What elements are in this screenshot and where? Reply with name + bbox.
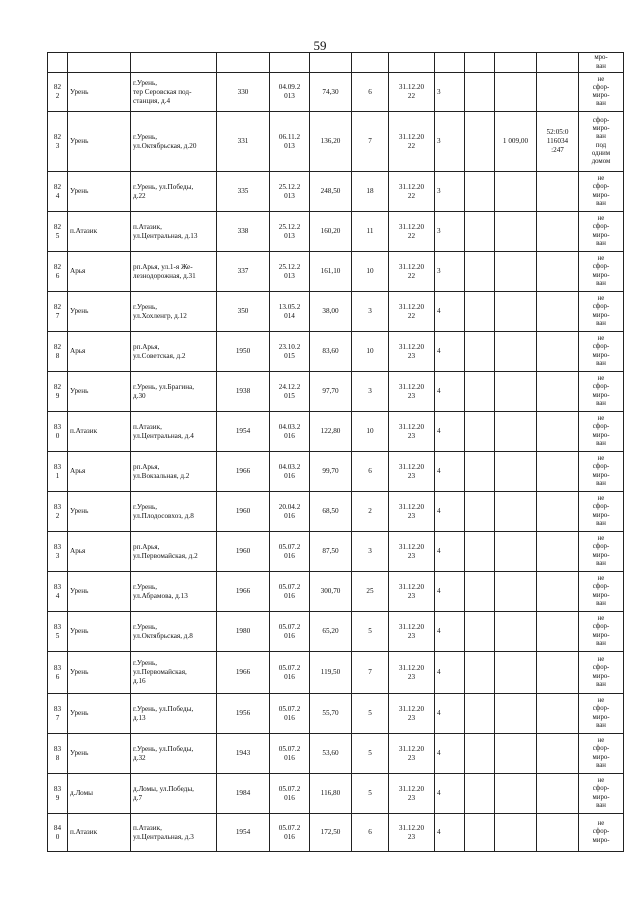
cell-address: г.Урень, тер Серовская под- станция, д.4 <box>131 73 217 112</box>
cell-locality: Урень <box>68 172 131 212</box>
cell-row-number: 82 8 <box>48 332 68 372</box>
cell-residents: 6 <box>352 73 389 112</box>
cell-land-area <box>495 814 537 852</box>
cell-stage: 4 <box>435 572 465 612</box>
cell-locality: Арья <box>68 332 131 372</box>
cell-residents: 3 <box>352 372 389 412</box>
table-row <box>48 372 624 412</box>
cell-land-status: не сфор- миро- ван <box>579 532 624 572</box>
cell-year: 1956 <box>217 694 270 734</box>
cell-empty <box>537 53 579 73</box>
cell-land-status: не сфор- миро- ван <box>579 252 624 292</box>
cell-residents: 3 <box>352 532 389 572</box>
cell-locality: Арья <box>68 452 131 492</box>
table-row <box>48 172 624 212</box>
cell-stage: 4 <box>435 734 465 774</box>
cell-deadline: 31.12.20 23 <box>389 774 435 814</box>
cell-residents: 7 <box>352 652 389 694</box>
cell-locality: Арья <box>68 252 131 292</box>
cell-year: 1966 <box>217 452 270 492</box>
cell-empty <box>495 53 537 73</box>
cell-extra <box>465 452 495 492</box>
cell-date: 06.11.2 013 <box>270 112 310 172</box>
cell-extra <box>465 73 495 112</box>
cell-date: 05.07.2 016 <box>270 774 310 814</box>
cell-area: 136,20 <box>310 112 352 172</box>
cell-empty <box>131 53 217 73</box>
cell-date: 24.12.2 015 <box>270 372 310 412</box>
cell-deadline: 31.12.20 22 <box>389 292 435 332</box>
cell-area: 161,10 <box>310 252 352 292</box>
cell-address: г.Урень, ул.Октябрьская, д.8 <box>131 612 217 652</box>
cell-area: 87,50 <box>310 532 352 572</box>
cell-residents: 5 <box>352 734 389 774</box>
cell-empty <box>48 53 68 73</box>
cell-land-area <box>495 372 537 412</box>
cell-area: 83,60 <box>310 332 352 372</box>
cell-date: 25.12.2 013 <box>270 212 310 252</box>
table-row <box>48 212 624 252</box>
cell-year: 1984 <box>217 774 270 814</box>
cell-year: 1950 <box>217 332 270 372</box>
cell-address: п.Атазик, ул.Центральная, д.13 <box>131 212 217 252</box>
cell-row-number: 84 0 <box>48 814 68 852</box>
cell-locality: Урень <box>68 612 131 652</box>
cell-address: г.Урень, ул.Хохленгр, д.12 <box>131 292 217 332</box>
cell-address: г.Урень, ул.Брагина, д.30 <box>131 372 217 412</box>
cell-extra <box>465 112 495 172</box>
cell-land-status: не сфор- миро- ван <box>579 332 624 372</box>
cell-extra <box>465 292 495 332</box>
cell-date: 05.07.2 016 <box>270 572 310 612</box>
cell-locality: Урень <box>68 734 131 774</box>
cell-land-area: 1 009,00 <box>495 112 537 172</box>
table-row <box>48 452 624 492</box>
cell-deadline: 31.12.20 23 <box>389 332 435 372</box>
cell-cadastral-number <box>537 532 579 572</box>
cell-year: 1966 <box>217 572 270 612</box>
cell-area: 160,20 <box>310 212 352 252</box>
cell-year: 1943 <box>217 734 270 774</box>
cell-land-status: не сфор- миро- ван <box>579 652 624 694</box>
cell-cadastral-number <box>537 774 579 814</box>
cell-land-area <box>495 412 537 452</box>
cell-stage: 4 <box>435 774 465 814</box>
cell-residents: 3 <box>352 292 389 332</box>
cell-deadline: 31.12.20 23 <box>389 452 435 492</box>
cell-status: мро- ван <box>579 53 624 73</box>
cell-area: 68,50 <box>310 492 352 532</box>
table-row <box>48 652 624 694</box>
cell-cadastral-number <box>537 694 579 734</box>
cell-land-area <box>495 172 537 212</box>
table-row <box>48 734 624 774</box>
cell-empty <box>217 53 270 73</box>
cell-address: д.Ломы, ул.Победы, д.7 <box>131 774 217 814</box>
cell-stage: 4 <box>435 612 465 652</box>
cell-year: 1938 <box>217 372 270 412</box>
cell-row-number: 83 1 <box>48 452 68 492</box>
cell-cadastral-number <box>537 652 579 694</box>
cell-extra <box>465 492 495 532</box>
cell-land-area <box>495 612 537 652</box>
cell-deadline: 31.12.20 22 <box>389 172 435 212</box>
cell-land-area <box>495 694 537 734</box>
cell-residents: 10 <box>352 332 389 372</box>
cell-residents: 6 <box>352 452 389 492</box>
cell-area: 99,70 <box>310 452 352 492</box>
cell-residents: 25 <box>352 572 389 612</box>
table-row <box>48 252 624 292</box>
cell-locality: Урень <box>68 372 131 412</box>
cell-row-number: 83 6 <box>48 652 68 694</box>
cell-date: 04.09.2 013 <box>270 73 310 112</box>
cell-area: 65,20 <box>310 612 352 652</box>
cell-land-status: не сфор- миро- ван <box>579 212 624 252</box>
cell-date: 04.03.2 016 <box>270 452 310 492</box>
table-row <box>48 412 624 452</box>
cell-cadastral-number <box>537 372 579 412</box>
cell-cadastral-number <box>537 212 579 252</box>
cell-empty <box>270 53 310 73</box>
table-row <box>48 332 624 372</box>
cell-extra <box>465 372 495 412</box>
housing-register-table <box>47 52 624 852</box>
cell-row-number: 83 2 <box>48 492 68 532</box>
cell-row-number: 82 2 <box>48 73 68 112</box>
cell-stage: 4 <box>435 694 465 734</box>
cell-date: 25.12.2 013 <box>270 172 310 212</box>
cell-land-status: не сфор- миро- ван <box>579 172 624 212</box>
cell-land-status: не сфор- миро- ван <box>579 572 624 612</box>
cell-deadline: 31.12.20 23 <box>389 694 435 734</box>
cell-stage: 4 <box>435 292 465 332</box>
cell-deadline: 31.12.20 22 <box>389 112 435 172</box>
cell-land-status: не сфор- миро- ван <box>579 734 624 774</box>
cell-land-area <box>495 452 537 492</box>
cell-date: 05.07.2 016 <box>270 694 310 734</box>
cell-cadastral-number <box>537 172 579 212</box>
cell-extra <box>465 212 495 252</box>
cell-row-number: 82 4 <box>48 172 68 212</box>
table-row <box>48 774 624 814</box>
cell-residents: 11 <box>352 212 389 252</box>
cell-deadline: 31.12.20 23 <box>389 572 435 612</box>
cell-land-area <box>495 73 537 112</box>
cell-locality: п.Атазик <box>68 412 131 452</box>
cell-residents: 10 <box>352 412 389 452</box>
cell-row-number: 83 7 <box>48 694 68 734</box>
cell-residents: 5 <box>352 774 389 814</box>
cell-land-status: не сфор- миро- <box>579 814 624 852</box>
cell-extra <box>465 652 495 694</box>
cell-empty <box>68 53 131 73</box>
cell-area: 97,70 <box>310 372 352 412</box>
cell-area: 53,60 <box>310 734 352 774</box>
cell-stage: 4 <box>435 372 465 412</box>
table-row <box>48 532 624 572</box>
cell-date: 25.12.2 013 <box>270 252 310 292</box>
cell-land-status: не сфор- миро- ван <box>579 372 624 412</box>
cell-stage: 4 <box>435 652 465 694</box>
table-row <box>48 112 624 172</box>
cell-address: г.Урень, ул.Победы, д.13 <box>131 694 217 734</box>
cell-extra <box>465 572 495 612</box>
cell-year: 1980 <box>217 612 270 652</box>
cell-deadline: 31.12.20 23 <box>389 612 435 652</box>
cell-deadline: 31.12.20 22 <box>389 73 435 112</box>
cell-year: 1966 <box>217 652 270 694</box>
cell-land-area <box>495 532 537 572</box>
cell-land-status: не сфор- миро- ван <box>579 694 624 734</box>
cell-area: 74,30 <box>310 73 352 112</box>
cell-deadline: 31.12.20 23 <box>389 734 435 774</box>
cell-address: г.Урень, ул.Победы, д.32 <box>131 734 217 774</box>
cell-residents: 10 <box>352 252 389 292</box>
cell-locality: Урень <box>68 492 131 532</box>
cell-cadastral-number <box>537 332 579 372</box>
table-row <box>48 492 624 532</box>
cell-residents: 5 <box>352 694 389 734</box>
cell-land-status: не сфор- миро- ван <box>579 412 624 452</box>
page-number: 59 <box>313 38 327 53</box>
cell-year: 335 <box>217 172 270 212</box>
cell-address: рп.Арья, ул.Вокзальная, д.2 <box>131 452 217 492</box>
cell-land-area <box>495 212 537 252</box>
cell-land-area <box>495 734 537 774</box>
cell-extra <box>465 612 495 652</box>
cell-land-area <box>495 332 537 372</box>
cell-locality: п.Атазик <box>68 212 131 252</box>
cell-year: 1960 <box>217 532 270 572</box>
cell-land-status: не сфор- миро- ван <box>579 492 624 532</box>
cell-year: 1954 <box>217 412 270 452</box>
cell-empty <box>389 53 435 73</box>
cell-cadastral-number <box>537 492 579 532</box>
cell-date: 05.07.2 016 <box>270 612 310 652</box>
cell-stage: 3 <box>435 212 465 252</box>
cell-cadastral-number <box>537 572 579 612</box>
cell-stage: 4 <box>435 492 465 532</box>
cell-date: 05.07.2 016 <box>270 652 310 694</box>
cell-residents: 2 <box>352 492 389 532</box>
cell-year: 330 <box>217 73 270 112</box>
cell-residents: 7 <box>352 112 389 172</box>
cell-date: 05.07.2 016 <box>270 532 310 572</box>
cell-locality: Урень <box>68 292 131 332</box>
cell-area: 55,70 <box>310 694 352 734</box>
table-row <box>48 612 624 652</box>
cell-year: 1960 <box>217 492 270 532</box>
table-row <box>48 572 624 612</box>
cell-cadastral-number <box>537 73 579 112</box>
cell-locality: Арья <box>68 532 131 572</box>
cell-deadline: 31.12.20 23 <box>389 652 435 694</box>
cell-locality: д.Ломы <box>68 774 131 814</box>
cell-address: г.Урень, ул.Плодосовхоз, д.8 <box>131 492 217 532</box>
cell-stage: 4 <box>435 814 465 852</box>
cell-land-area <box>495 492 537 532</box>
cell-address: п.Атазик, ул.Центральная, д.4 <box>131 412 217 452</box>
cell-date: 23.10.2 015 <box>270 332 310 372</box>
cell-extra <box>465 332 495 372</box>
cell-year: 338 <box>217 212 270 252</box>
table-row <box>48 694 624 734</box>
table-row <box>48 814 624 852</box>
cell-locality: Урень <box>68 652 131 694</box>
cell-stage: 3 <box>435 73 465 112</box>
cell-land-area <box>495 652 537 694</box>
cell-land-status: сфор- миро- ван под одним домом <box>579 112 624 172</box>
cell-row-number: 83 8 <box>48 734 68 774</box>
cell-locality: Урень <box>68 73 131 112</box>
cell-area: 38,00 <box>310 292 352 332</box>
cell-locality: Урень <box>68 572 131 612</box>
cell-deadline: 31.12.20 22 <box>389 212 435 252</box>
cell-deadline: 31.12.20 23 <box>389 532 435 572</box>
cell-land-area <box>495 572 537 612</box>
table-row-continued <box>48 53 624 73</box>
cell-cadastral-number <box>537 612 579 652</box>
cell-empty <box>310 53 352 73</box>
cell-year: 337 <box>217 252 270 292</box>
cell-extra <box>465 734 495 774</box>
cell-row-number: 82 5 <box>48 212 68 252</box>
cell-locality: п.Атазик <box>68 814 131 852</box>
table-body <box>48 53 624 852</box>
cell-land-status: не сфор- миро- ван <box>579 612 624 652</box>
cell-area: 248,50 <box>310 172 352 212</box>
cell-extra <box>465 694 495 734</box>
cell-cadastral-number <box>537 292 579 332</box>
cell-address: г.Урень, ул.Победы, д.22 <box>131 172 217 212</box>
cell-year: 331 <box>217 112 270 172</box>
cell-cadastral-number <box>537 252 579 292</box>
cell-land-area <box>495 252 537 292</box>
cell-row-number: 82 7 <box>48 292 68 332</box>
cell-empty <box>435 53 465 73</box>
cell-address: рп.Арья, ул.1-я Же- лезнодорожная, д.31 <box>131 252 217 292</box>
cell-deadline: 31.12.20 22 <box>389 252 435 292</box>
cell-address: рп.Арья, ул.Первомайская, д.2 <box>131 532 217 572</box>
cell-extra <box>465 252 495 292</box>
cell-land-status: не сфор- миро- ван <box>579 73 624 112</box>
cell-stage: 4 <box>435 532 465 572</box>
cell-locality: Урень <box>68 112 131 172</box>
cell-land-status: не сфор- миро- ван <box>579 292 624 332</box>
cell-row-number: 83 3 <box>48 532 68 572</box>
cell-extra <box>465 172 495 212</box>
cell-stage: 4 <box>435 412 465 452</box>
cell-row-number: 82 9 <box>48 372 68 412</box>
cell-row-number: 83 4 <box>48 572 68 612</box>
cell-address: г.Урень, ул.Абрамова, д.13 <box>131 572 217 612</box>
cell-stage: 4 <box>435 332 465 372</box>
table-row <box>48 73 624 112</box>
cell-date: 04.03.2 016 <box>270 412 310 452</box>
cell-year: 350 <box>217 292 270 332</box>
cell-row-number: 82 3 <box>48 112 68 172</box>
cell-area: 119,50 <box>310 652 352 694</box>
cell-date: 13.05.2 014 <box>270 292 310 332</box>
cell-extra <box>465 774 495 814</box>
cell-land-status: не сфор- миро- ван <box>579 452 624 492</box>
cell-stage: 3 <box>435 112 465 172</box>
cell-area: 122,80 <box>310 412 352 452</box>
cell-date: 05.07.2 016 <box>270 814 310 852</box>
cell-date: 05.07.2 016 <box>270 734 310 774</box>
cell-land-area <box>495 774 537 814</box>
cell-address: г.Урень, ул.Октябрьская, д.20 <box>131 112 217 172</box>
cell-locality: Урень <box>68 694 131 734</box>
cell-address: п.Атазик, ул.Центральная, д.3 <box>131 814 217 852</box>
cell-address: рп.Арья, ул.Советская, д.2 <box>131 332 217 372</box>
cell-date: 20.04.2 016 <box>270 492 310 532</box>
cell-stage: 4 <box>435 452 465 492</box>
cell-land-area <box>495 292 537 332</box>
cell-area: 300,70 <box>310 572 352 612</box>
cell-cadastral-number <box>537 452 579 492</box>
cell-stage: 3 <box>435 252 465 292</box>
cell-area: 116,80 <box>310 774 352 814</box>
table-row <box>48 292 624 332</box>
cell-empty <box>352 53 389 73</box>
cell-row-number: 83 0 <box>48 412 68 452</box>
cell-cadastral-number: 52:05:0 116034 :247 <box>537 112 579 172</box>
cell-residents: 5 <box>352 612 389 652</box>
cell-extra <box>465 412 495 452</box>
cell-stage: 3 <box>435 172 465 212</box>
cell-row-number: 83 5 <box>48 612 68 652</box>
cell-cadastral-number <box>537 814 579 852</box>
cell-deadline: 31.12.20 23 <box>389 412 435 452</box>
cell-area: 172,50 <box>310 814 352 852</box>
cell-cadastral-number <box>537 734 579 774</box>
cell-residents: 6 <box>352 814 389 852</box>
cell-address: г.Урень, ул.Первомайская, д.16 <box>131 652 217 694</box>
cell-row-number: 83 9 <box>48 774 68 814</box>
cell-year: 1954 <box>217 814 270 852</box>
cell-land-status: не сфор- миро- ван <box>579 774 624 814</box>
cell-residents: 18 <box>352 172 389 212</box>
cell-row-number: 82 6 <box>48 252 68 292</box>
cell-extra <box>465 532 495 572</box>
cell-extra <box>465 814 495 852</box>
cell-deadline: 31.12.20 23 <box>389 814 435 852</box>
cell-cadastral-number <box>537 412 579 452</box>
cell-empty <box>465 53 495 73</box>
cell-deadline: 31.12.20 23 <box>389 492 435 532</box>
cell-deadline: 31.12.20 23 <box>389 372 435 412</box>
